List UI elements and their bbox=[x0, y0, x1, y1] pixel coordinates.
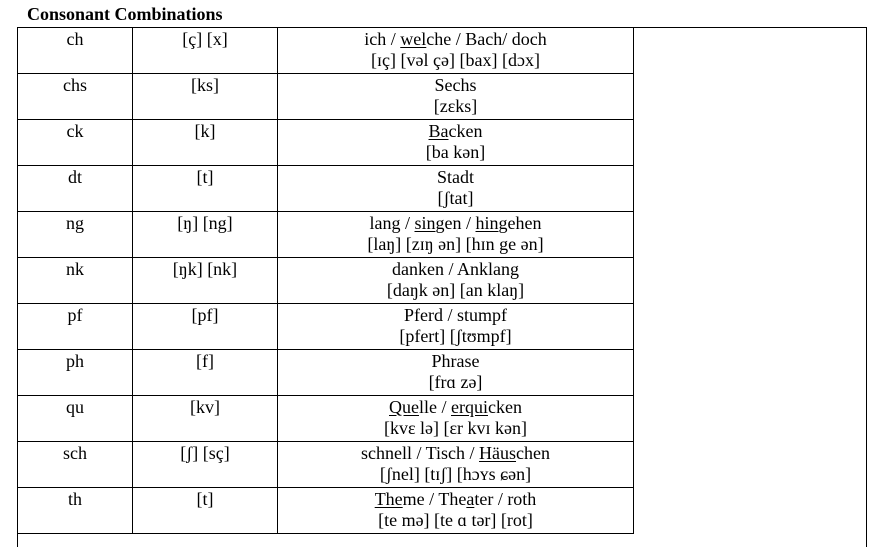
page-title: Consonant Combinations bbox=[27, 4, 223, 24]
stressed-syllable: wel bbox=[400, 29, 427, 49]
spelling-cell: th bbox=[18, 488, 133, 534]
table-row bbox=[18, 74, 634, 120]
table-row bbox=[18, 28, 634, 74]
word-segment: cken bbox=[448, 121, 483, 141]
ipa-cell: [ʃ] [sç] bbox=[133, 442, 278, 488]
table-row bbox=[18, 304, 634, 350]
word-segment: Stadt bbox=[436, 167, 474, 187]
example-words bbox=[278, 75, 633, 96]
example-transcription: [ɪç] [vəl çə] [bax] [dɔx] bbox=[371, 50, 540, 70]
word-segment: chen bbox=[516, 443, 550, 463]
ipa-cell: [t] bbox=[133, 166, 278, 212]
ipa-cell: [ç] [x] bbox=[133, 28, 278, 74]
example-transcription: [kvɛ lə] [ɛr kvɪ kən] bbox=[383, 418, 528, 438]
spelling-cell: ph bbox=[18, 350, 133, 396]
example-words bbox=[278, 443, 633, 464]
example-cell bbox=[278, 258, 634, 304]
spelling-cell: pf bbox=[18, 304, 133, 350]
table-row bbox=[18, 488, 634, 534]
stressed-syllable: qui bbox=[464, 397, 488, 417]
word-segment: che / Bach/ doch bbox=[426, 29, 547, 49]
spelling-cell: ck bbox=[18, 120, 133, 166]
stressed-syllable: hin bbox=[475, 213, 499, 233]
example-transcription: [daŋk ən] [an klaŋ] bbox=[386, 280, 525, 300]
stressed-syllable: The bbox=[374, 489, 403, 509]
example-words bbox=[278, 167, 633, 188]
example-transcription: [frɑ zə] bbox=[428, 372, 483, 392]
example-cell bbox=[278, 28, 634, 74]
spelling-cell: ng bbox=[18, 212, 133, 258]
example-transcription: [zɛks] bbox=[433, 96, 478, 116]
example-words bbox=[278, 213, 633, 234]
example-words bbox=[278, 259, 633, 280]
ipa-cell: [f] bbox=[133, 350, 278, 396]
example-words bbox=[278, 489, 633, 510]
table-row bbox=[18, 258, 634, 304]
ipa-cell: [ŋ] [ng] bbox=[133, 212, 278, 258]
table-row bbox=[18, 120, 634, 166]
example-transcription: [ʃnel] [tɪʃ] [hɔʏs ɕən] bbox=[379, 464, 532, 484]
ipa-cell: [ks] bbox=[133, 74, 278, 120]
table-row bbox=[18, 396, 634, 442]
word-segment: danken / Anklang bbox=[392, 259, 519, 279]
example-transcription: [te mə] [te ɑ tər] [rot] bbox=[378, 510, 533, 530]
consonant-table bbox=[17, 27, 634, 534]
word-segment: Pferd / stumpf bbox=[404, 305, 507, 325]
word-segment: lle / bbox=[419, 397, 451, 417]
spelling-cell: ch bbox=[18, 28, 133, 74]
example-words bbox=[278, 121, 633, 142]
word-segment: lang / bbox=[369, 213, 415, 233]
word-segment: ich / bbox=[364, 29, 401, 49]
example-words bbox=[278, 29, 633, 50]
word-segment: Sechs bbox=[434, 75, 477, 95]
table-row bbox=[18, 212, 634, 258]
stressed-syllable: er bbox=[451, 397, 465, 417]
example-transcription: [ʃtat] bbox=[437, 188, 474, 208]
word-segment: schnell / Tisch / bbox=[360, 443, 480, 463]
stressed-syllable: Que bbox=[389, 397, 419, 417]
example-cell bbox=[278, 212, 634, 258]
word-segment: Phrase bbox=[431, 351, 480, 371]
example-words bbox=[278, 305, 633, 326]
example-cell bbox=[278, 396, 634, 442]
ipa-cell: [ŋk] [nk] bbox=[133, 258, 278, 304]
word-segment: ter / roth bbox=[474, 489, 537, 509]
table-row bbox=[18, 166, 634, 212]
example-cell bbox=[278, 120, 634, 166]
ipa-cell: [k] bbox=[133, 120, 278, 166]
example-words bbox=[278, 397, 633, 418]
example-transcription: [ba kən] bbox=[425, 142, 486, 162]
word-segment: gen / bbox=[435, 213, 476, 233]
spelling-cell: dt bbox=[18, 166, 133, 212]
table-body bbox=[18, 28, 634, 534]
example-words bbox=[278, 351, 633, 372]
example-transcription: [pfert] [ʃtʊmpf] bbox=[399, 326, 512, 346]
ipa-cell: [pf] bbox=[133, 304, 278, 350]
example-cell bbox=[278, 74, 634, 120]
example-cell bbox=[278, 488, 634, 534]
spelling-cell: chs bbox=[18, 74, 133, 120]
ipa-cell: [t] bbox=[133, 488, 278, 534]
spelling-cell: nk bbox=[18, 258, 133, 304]
table-row bbox=[18, 350, 634, 396]
ipa-cell: [kv] bbox=[133, 396, 278, 442]
example-cell bbox=[278, 350, 634, 396]
stressed-syllable: Häus bbox=[479, 443, 517, 463]
word-segment: gehen bbox=[498, 213, 542, 233]
word-segment: me / The bbox=[402, 489, 467, 509]
example-cell bbox=[278, 166, 634, 212]
example-cell bbox=[278, 442, 634, 488]
table-row bbox=[18, 442, 634, 488]
word-segment: cken bbox=[488, 397, 522, 417]
spelling-cell: qu bbox=[18, 396, 133, 442]
stressed-syllable: Ba bbox=[428, 121, 449, 141]
example-cell bbox=[278, 304, 634, 350]
stressed-syllable: sin bbox=[414, 213, 436, 233]
spelling-cell: sch bbox=[18, 442, 133, 488]
stressed-syllable: a bbox=[466, 489, 475, 509]
example-transcription: [laŋ] [zɪŋ ən] [hɪn ge ən] bbox=[367, 234, 544, 254]
